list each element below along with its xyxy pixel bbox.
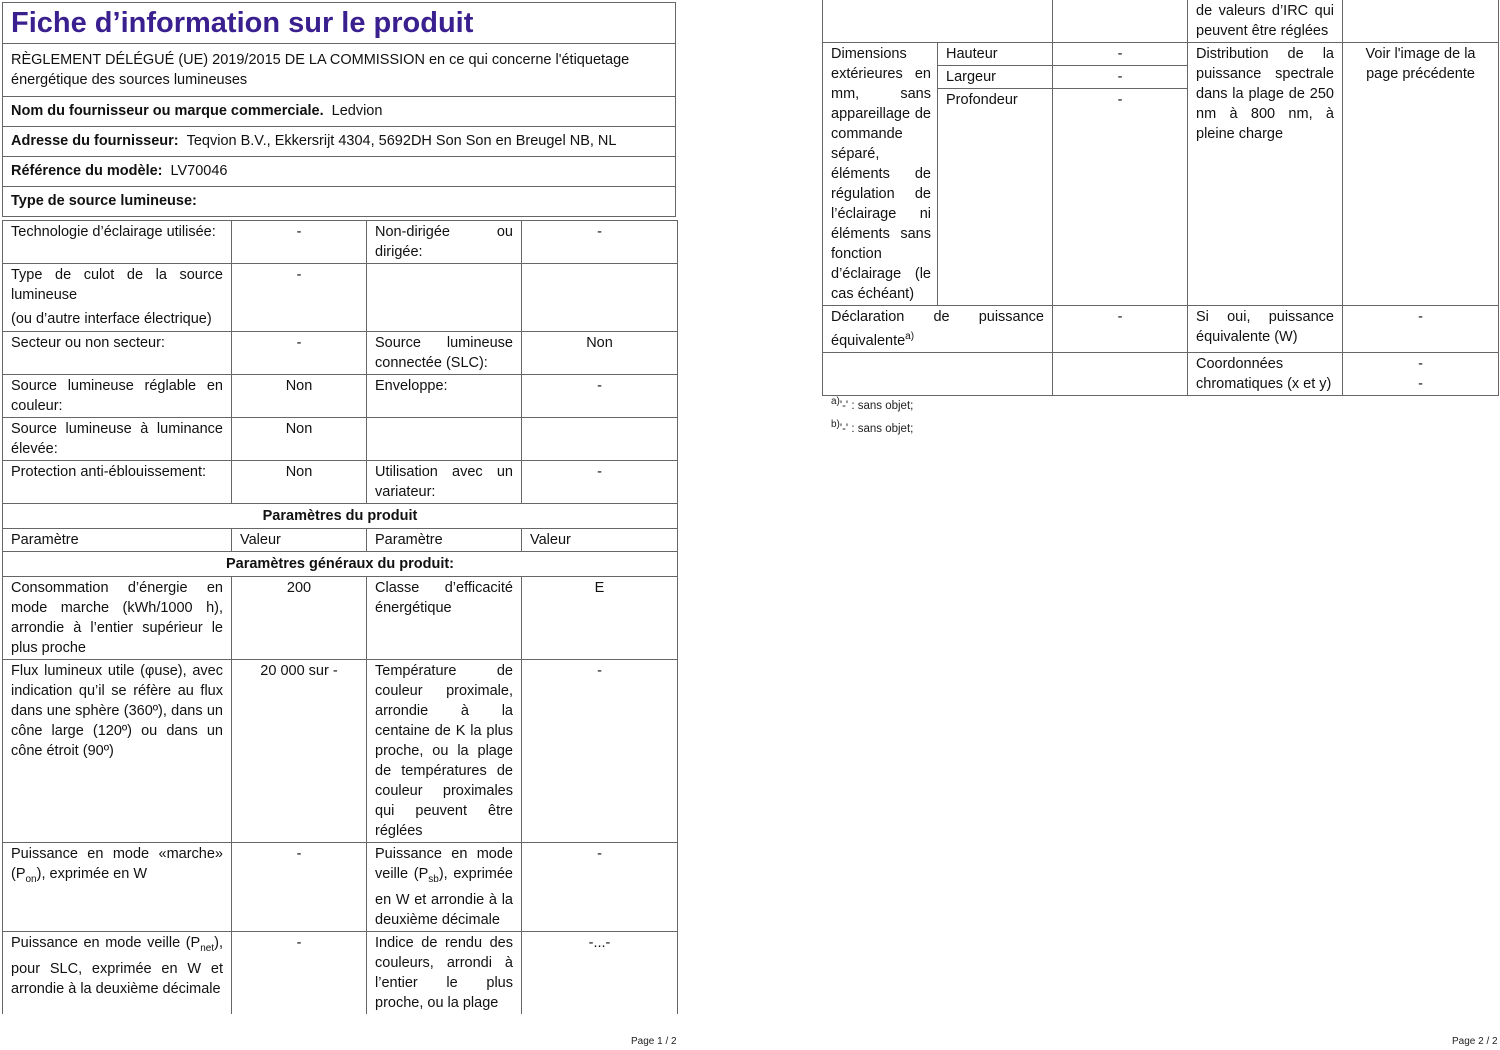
param-sub: on: [25, 873, 37, 885]
param-cell: [367, 843, 522, 932]
column-header: Paramètre: [367, 529, 522, 552]
address-value: Teqvion B.V., Ekkersrijt 4304, 5692DH Son Son en Breugel NB, NL: [186, 133, 617, 149]
param-cell: [367, 418, 522, 461]
value-cell: Non: [522, 332, 678, 375]
model-row: [3, 156, 675, 186]
value-cell: -: [232, 332, 367, 375]
value-cell: -: [232, 931, 367, 1014]
page-1: [0, 0, 680, 1050]
section-title: Paramètres du produit: [3, 504, 678, 529]
param-cell: Source lumineuse réglable en couleur:: [3, 375, 232, 418]
dimensions-label: Dimensions extérieures en mm, sans appareillage de commande séparé, éléments de régulation de l’éclairage ni éléments sans fonction d’éclairage (le cas échéant): [823, 43, 938, 306]
param-text: Type de culot de la source lumineuse: [11, 267, 223, 303]
param-cell: Flux lumineux utile (φuse), avec indication qu’il se réfère au flux dans une sphère (360º), dans un cône large (120º) ou dans un cône étroit (90º): [3, 660, 232, 843]
param-cell: Source lumineuse connectée (SLC):: [367, 332, 522, 375]
value-cell: 200: [232, 577, 367, 660]
param-text-extra: (ou d’autre interface électrique): [11, 311, 212, 327]
value-cell: [1343, 0, 1499, 43]
param-cell: Classe d’efficacité énergétique: [367, 577, 522, 660]
page-footer: Page 1 / 2: [631, 1036, 677, 1047]
table-row: [823, 43, 1499, 66]
equiv-sup: a): [905, 331, 915, 342]
value-cell: -: [522, 221, 678, 264]
equiv-value: -: [1053, 306, 1188, 353]
param-cell: Consommation d’énergie en mode marche (kWh/1000 h), arrondie à l’entier supérieur le plus proche: [3, 577, 232, 660]
value-cell: -...-: [522, 931, 678, 1014]
param-cell: de valeurs d’IRC qui peuvent être réglées: [1188, 0, 1343, 43]
param-cell: [3, 931, 232, 1014]
page-2: [822, 0, 1500, 1050]
footnote-text: '-' : sans objet;: [839, 422, 914, 435]
param-text: Puissance en mode «marche» (P: [11, 846, 223, 882]
supplier-label: Nom du fournisseur ou marque commerciale.: [11, 103, 324, 119]
value-cell: -: [232, 221, 367, 264]
section-row: [3, 504, 678, 529]
param-cell: [3, 264, 232, 332]
equiv-label: [823, 306, 1053, 353]
table-row: [3, 264, 678, 332]
table-row: [823, 352, 1499, 395]
param-cell: Secteur ou non secteur:: [3, 332, 232, 375]
table-row: [3, 375, 678, 418]
value-cell: -: [232, 843, 367, 932]
param-cell: [823, 0, 1053, 43]
spectral-value: Voir l'image de la page précédente: [1343, 43, 1499, 306]
value-cell: Non: [232, 418, 367, 461]
dim-label: Largeur: [938, 66, 1053, 89]
dim-value: -: [1053, 66, 1188, 89]
dim-label: Profondeur: [938, 89, 1053, 306]
table-row: [3, 221, 678, 264]
param-cell: [823, 352, 1053, 395]
footnote-mark: b): [831, 419, 840, 430]
type-label: Type de source lumineuse:: [11, 193, 197, 209]
column-header-row: [3, 529, 678, 552]
param-text: ), exprimée en W et arrondie à la deuxième décimale: [375, 866, 513, 928]
param-cell: Température de couleur proximale, arrondie à la centaine de K la plus proche, ou la plage de températures de couleur proximales qui peuvent être réglées: [367, 660, 522, 843]
table-row: [3, 461, 678, 504]
param-text: Puissance en mode veille (P: [11, 934, 201, 951]
value-cell: [1053, 0, 1188, 43]
param-cell: Utilisation avec un variateur:: [367, 461, 522, 504]
table-row: [823, 306, 1499, 353]
param-cell: Indice de rendu des couleurs, arrondi à l’entier le plus proche, ou la plage: [367, 931, 522, 1014]
table-row: [3, 843, 678, 932]
value-cell: Non: [232, 375, 367, 418]
dim-value: -: [1053, 43, 1188, 66]
page-footer: Page 2 / 2: [1452, 1036, 1498, 1047]
address-row: [3, 126, 675, 156]
footnote-b: [831, 419, 913, 435]
table-row: [3, 931, 678, 1014]
address-label: Adresse du fournisseur:: [11, 133, 179, 149]
supplier-row: [3, 96, 675, 126]
footnote-a: [831, 396, 913, 412]
column-header: Paramètre: [3, 529, 232, 552]
value-cell: 20 000 sur -: [232, 660, 367, 843]
value-cell: [522, 264, 678, 332]
spectral-label: Distribution de la puissance spectrale dans la plage de 250 nm à 800 nm, à pleine charge: [1188, 43, 1343, 306]
param-text: Puissance en mode veille (P: [375, 846, 513, 882]
param-text: ), exprimée en W: [36, 866, 148, 882]
table-row: [3, 418, 678, 461]
value-cell: Non: [232, 461, 367, 504]
table-row: [823, 0, 1499, 43]
model-value: LV70046: [170, 163, 228, 179]
param-text: ), pour SLC, exprimée en W et arrondie à la deuxième décimale: [11, 934, 223, 997]
column-header: Valeur: [232, 529, 367, 552]
footnote-text: '-' : sans objet;: [839, 399, 914, 412]
supplier-value: Ledvion: [331, 103, 383, 119]
value-cell: -: [522, 375, 678, 418]
value-cell: -: [522, 660, 678, 843]
value-cell: -: [522, 843, 678, 932]
param-cell: Protection anti-éblouissement:: [3, 461, 232, 504]
table-row: [3, 332, 678, 375]
dim-value: -: [1053, 89, 1188, 306]
value-cell: -: [522, 461, 678, 504]
value-cell: [522, 418, 678, 461]
product-table-continued: [822, 0, 1499, 396]
product-table: [2, 220, 678, 1014]
param-cell: Non-dirigée ou dirigée:: [367, 221, 522, 264]
chroma-x: -: [1418, 355, 1423, 372]
table-row: [3, 660, 678, 843]
equiv-power-label: Si oui, puissance équivalente (W): [1188, 306, 1343, 353]
param-cell: [367, 264, 522, 332]
chroma-y: -: [1418, 375, 1423, 392]
page-title: Fiche d’information sur le produit: [11, 7, 474, 39]
type-row: [3, 186, 675, 216]
value-cell: E: [522, 577, 678, 660]
chroma-label: Coordonnées chromatiques (x et y): [1188, 352, 1343, 395]
equiv-label-text: Déclaration de puissance équivalente: [831, 309, 1044, 349]
dim-label: Hauteur: [938, 43, 1053, 66]
param-sub: net: [200, 942, 215, 954]
param-cell: Enveloppe:: [367, 375, 522, 418]
footnote-mark: a): [831, 396, 840, 407]
value-cell: -: [232, 264, 367, 332]
equiv-power-value: -: [1343, 306, 1499, 353]
chroma-value: [1343, 352, 1499, 395]
param-cell: [3, 843, 232, 932]
column-header: Valeur: [522, 529, 678, 552]
regulation-text: RÈGLEMENT DÉLÉGUÉ (UE) 2019/2015 DE LA COMMISSION en ce qui concerne l'étiquetage énergétique des sources lumineuses: [3, 43, 675, 96]
section-row: [3, 552, 678, 577]
table-row: [3, 577, 678, 660]
model-label: Référence du modèle:: [11, 163, 163, 179]
param-sub: sb: [428, 873, 439, 885]
param-cell: Technologie d’éclairage utilisée:: [3, 221, 232, 264]
value-cell: [1053, 352, 1188, 395]
param-cell: Source lumineuse à luminance élevée:: [3, 418, 232, 461]
section-title: Paramètres généraux du produit:: [3, 552, 678, 577]
header-block: [2, 2, 676, 217]
